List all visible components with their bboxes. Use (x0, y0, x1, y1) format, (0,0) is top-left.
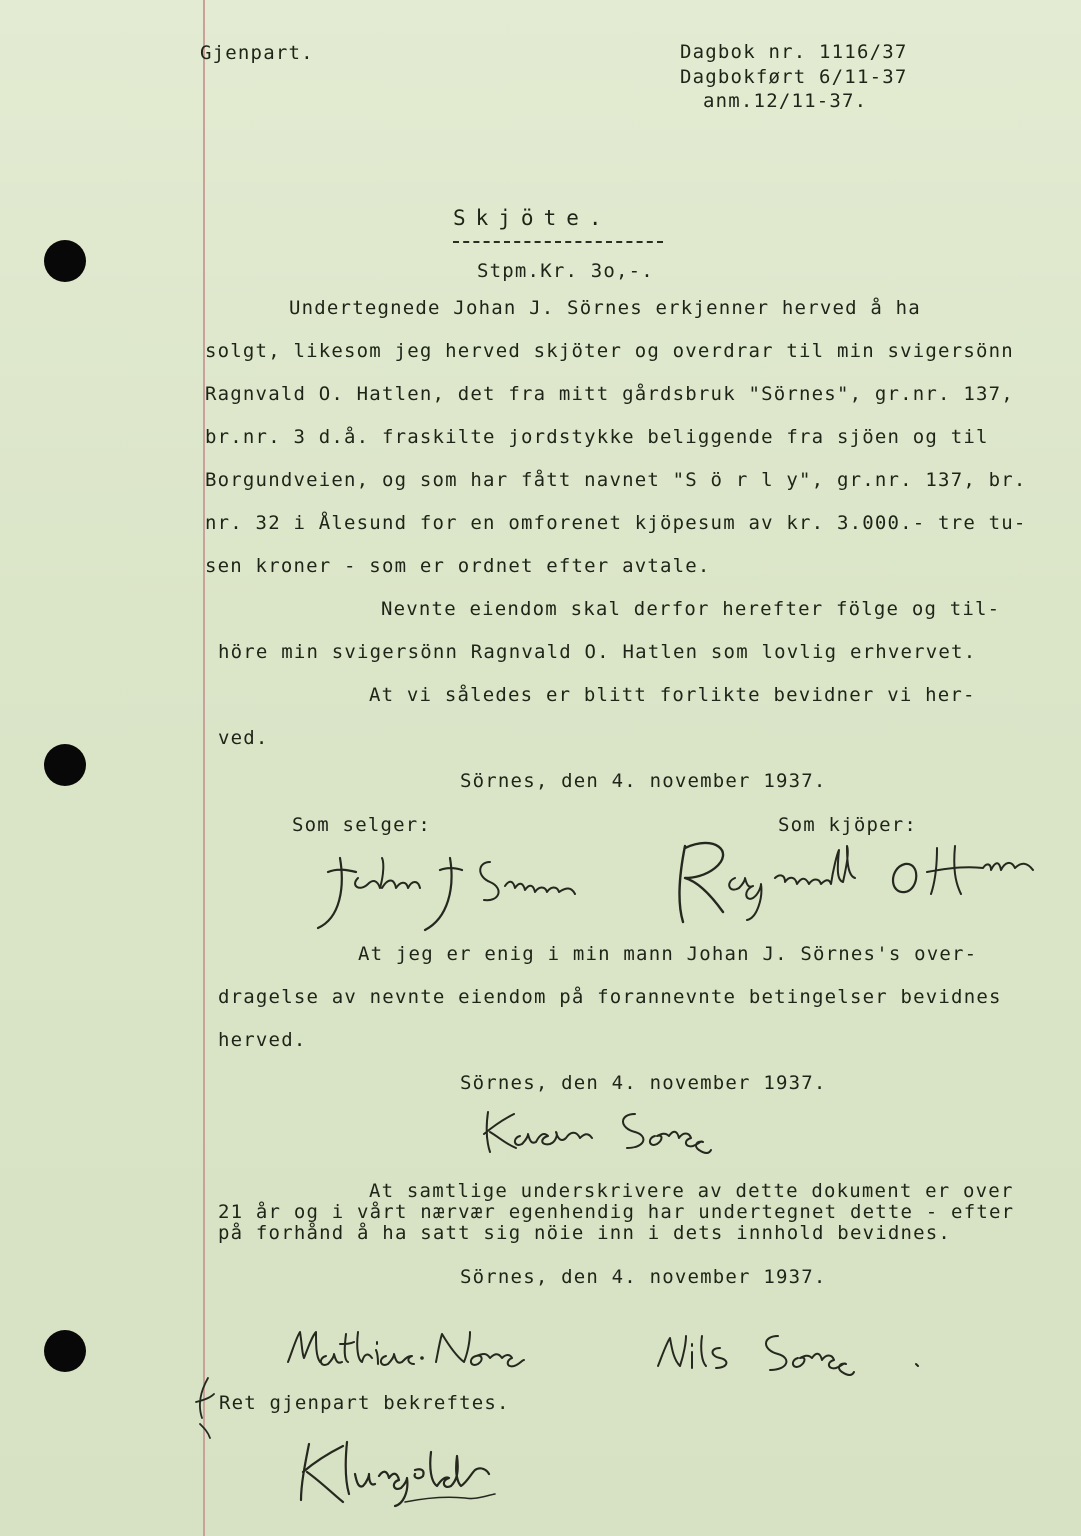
punch-hole (44, 1330, 86, 1372)
body-line: herved. (218, 1029, 307, 1051)
body-line: nr. 32 i Ålesund for en omforenet kjöpesum av kr. 3.000.- tre tu- (205, 512, 1027, 534)
body-line: Undertegnede Johan J. Sörnes erkjenner herved å ha (289, 297, 921, 319)
punch-hole (44, 240, 86, 282)
diary-number: Dagbok nr. 1116/37 (680, 41, 908, 63)
body-line: At vi således er blitt forlikte bevidner vi her- (369, 684, 976, 706)
document-title: Skjöte. (453, 206, 612, 230)
body-line: At samtlige underskrivere av dette dokument er over (369, 1180, 1014, 1202)
body-line: Borgundveien, og som har fått navnet "S ö r l y", gr.nr. 137, br. (205, 469, 1027, 491)
buyer-label: Som kjöper: (778, 814, 918, 836)
red-margin-line (203, 0, 205, 1536)
body-line: br.nr. 3 d.å. fraskilte jordstykke beliggende fra sjöen og til (205, 426, 989, 448)
title-underline (453, 241, 663, 243)
diary-entered-date: Dagbokført 6/11-37 (680, 66, 908, 88)
body-line: Nevnte eiendom skal derfor herefter fölge og til- (381, 598, 1001, 620)
buyer-signature (655, 828, 1045, 928)
noted-date: anm.12/11-37. (703, 90, 868, 112)
body-line: At jeg er enig i min mann Johan J. Sörnes's over- (358, 943, 978, 965)
margin-initials (190, 1372, 220, 1442)
certifier-signature (285, 1432, 605, 1512)
body-line: på forhånd å ha satt sig nöie inn i dets innhold bevidnes. (218, 1222, 952, 1244)
stamp-duty: Stpm.Kr. 3o,-. (477, 260, 654, 282)
wife-signature (470, 1100, 770, 1160)
body-line: sen kroner - som er ordnet efter avtale. (205, 555, 711, 577)
witness2-signature (648, 1322, 948, 1382)
body-line: 21 år og i vårt nærvær egenhendig har undertegnet dette - efter (218, 1201, 1015, 1223)
body-line: dragelse av nevnte eiendom på forannevnte betingelser bevidnes (218, 986, 1002, 1008)
place-date: Sörnes, den 4. november 1937. (460, 770, 827, 792)
body-line: ved. (218, 727, 269, 749)
copy-label: Gjenpart. (200, 42, 314, 64)
place-date: Sörnes, den 4. november 1937. (460, 1072, 827, 1094)
body-line: Ragnvald O. Hatlen, det fra mitt gårdsbruk "Sörnes", gr.nr. 137, (205, 383, 1014, 405)
punch-hole (44, 744, 86, 786)
certification-text: Ret gjenpart bekreftes. (219, 1392, 510, 1414)
body-line: höre min svigersönn Ragnvald O. Hatlen som lovlig erhvervet. (218, 641, 977, 663)
witness1-signature (280, 1318, 600, 1378)
seller-label: Som selger: (292, 814, 432, 836)
body-line: solgt, likesom jeg herved skjöter og overdrar til min svigersönn (205, 340, 1014, 362)
seller-signature (300, 838, 640, 938)
place-date: Sörnes, den 4. november 1937. (460, 1266, 827, 1288)
